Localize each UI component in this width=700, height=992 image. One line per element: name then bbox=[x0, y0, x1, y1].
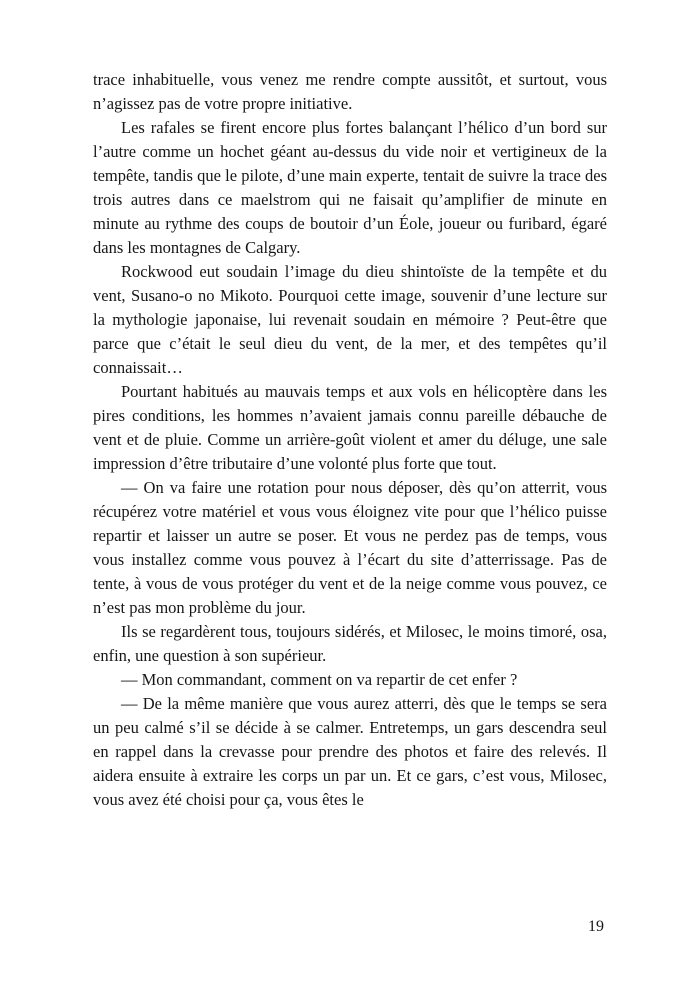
page-number: 19 bbox=[588, 918, 604, 935]
paragraph-dialogue: — On va faire une rotation pour nous déposer, dès qu’on atterrit, vous récupérez votre matériel et vous vous éloignez vite pour que l’hélico puisse repartir et laisser un autre se poser. Et vous ne perdez pas de temps, vous vous installez comme vous pouvez à l’écart du site d’atterrissage. Pas de tente, à vous de vous protéger du vent et de la neige comme vous pouvez, ce n’est pas mon problème du jour. bbox=[93, 478, 607, 617]
paragraph: Ils se regardèrent tous, toujours sidérés, et Milosec, le moins timoré, osa, enfin, une question à son supérieur. bbox=[93, 622, 607, 665]
paragraph-dialogue: — De la même manière que vous aurez atterri, dès que le temps se sera un peu calmé s’il se décide à se calmer. Entretemps, un gars descendra seul en rappel dans la crevasse pour prendre des photos et faire des relevés. Il aidera ensuite à extraire les corps un par un. Et ce gars, c’est vous, Milosec, vous avez été choisi pour ça, vous êtes le bbox=[93, 694, 607, 809]
page-text bbox=[93, 68, 607, 812]
paragraph-dialogue: — Mon commandant, comment on va repartir de cet enfer ? bbox=[121, 670, 518, 689]
paragraph: Les rafales se firent encore plus fortes balançant l’hélico d’un bord sur l’autre comme un hochet géant au-dessus du vide noir et vertigineux de la tempête, tandis que le pilote, d’une main experte, tentait de suivre la trace des trois autres dans ce maelstrom qui ne faisait qu’amplifier de minute en minute au rythme des coups de boutoir d’un Éole, joueur ou furibard, égaré dans les montagnes de Calgary. bbox=[93, 118, 607, 257]
paragraph: Pourtant habitués au mauvais temps et aux vols en hélicoptère dans les pires conditions, les hommes n’avaient jamais connu pareille débauche de vent et de pluie. Comme un arrière-goût violent et amer du déluge, une sale impression d’être tributaire d’une volonté plus forte que tout. bbox=[93, 382, 607, 473]
paragraph-continuation: trace inhabituelle, vous venez me rendre compte aussitôt, et surtout, vous n’agissez pas de votre propre initiative. bbox=[93, 70, 607, 113]
paragraph: Rockwood eut soudain l’image du dieu shintoïste de la tempête et du vent, Susano-o no Mikoto. Pourquoi cette image, souvenir d’une lecture sur la mythologie japonaise, lui revenait soudain en mémoire ? Peut-être que parce que c’était le seul dieu du vent, de la mer, et des tempêtes qu’il connaissait… bbox=[93, 262, 607, 377]
